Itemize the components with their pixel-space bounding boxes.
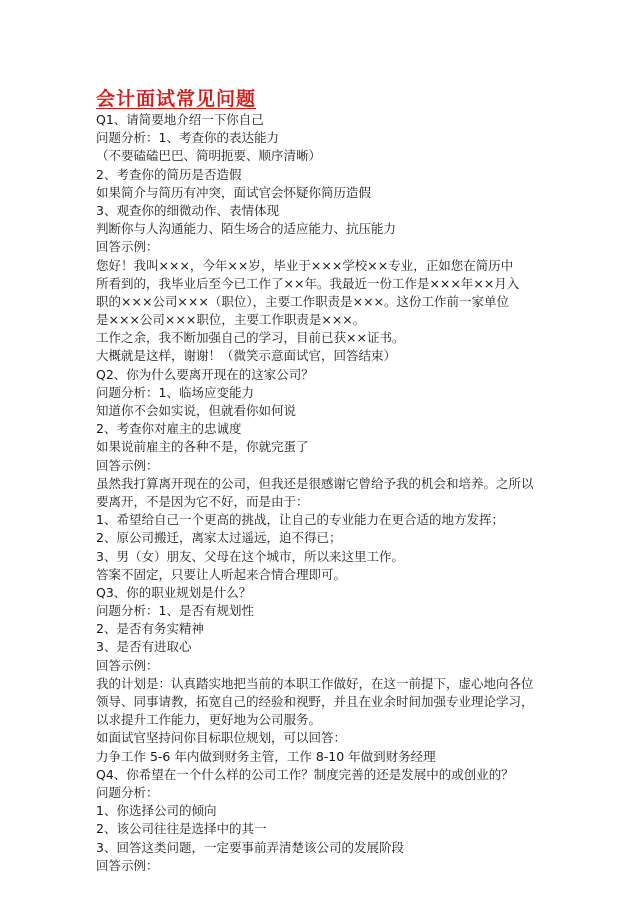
text-line: 所看到的，我毕业后至今已工作了××年。我最近一份工作是×××年××月入	[96, 275, 520, 291]
text-line: 力争工作 5-6 年内做到财务主管，工作 8-10 年做到财务经理	[96, 748, 436, 764]
text-line: 3、男（女）朋友、父母在这个城市，所以来这里工作。	[96, 548, 404, 564]
text-line: Q1、请简要地介绍一下你自己	[96, 112, 264, 127]
text-line: 3、是否有进取心	[96, 639, 192, 655]
text-line: 问题分析：	[96, 784, 159, 800]
document-body	[96, 111, 556, 875]
text-line: Q2、你为什么要离开现在的这家公司？	[96, 366, 314, 382]
text-line: 知道你不会如实说，但就看你如何说	[96, 403, 297, 418]
text-line: 要离开，不是因为它不好，而是由于：	[96, 493, 309, 509]
text-line: Q4、你希望在一个什么样的公司工作？制度完善的还是发展中的或创业的？	[96, 766, 514, 782]
text-line: 3、回答这类问题，一定要事前弄清楚该公司的发展阶段	[96, 839, 404, 855]
text-line: 2、是否有务实精神	[96, 621, 204, 637]
text-line: 以求提升工作能力，更好地为公司服务。	[96, 712, 322, 728]
text-line: 我的计划是：认真踏实地把当前的本职工作做好，在这一前提下，虚心地向各位	[96, 675, 534, 691]
text-line: 回答示例：	[96, 657, 159, 673]
text-line: Q3、你的职业规划是什么？	[96, 584, 252, 600]
text-line: 2、考查你的简历是否造假	[96, 166, 242, 182]
text-line: 问题分析：1、是否有规划性	[96, 603, 254, 619]
text-line: 如果简介与简历有冲突，面试官会怀疑你简历造假	[96, 184, 372, 200]
text-line: 您好！我叫×××，今年××岁，毕业于×××学校××专业，正如您在简历中	[96, 257, 514, 273]
text-line: 是×××公司×××职位，主要工作职责是×××。	[96, 312, 366, 328]
text-line: 如面试官坚持问你目标职位规划，可以回答：	[96, 730, 347, 746]
text-line: 2、该公司往往是选择中的其一	[96, 821, 267, 837]
text-line: 1、你选择公司的倾向	[96, 803, 217, 819]
text-line: 2、原公司搬迁，离家太过遥远，迫不得已；	[96, 530, 342, 546]
text-line: 答案不固定，只要让人听起来合情合理即可。	[96, 566, 347, 582]
text-line: 判断你与人沟通能力、陌生场合的适应能力、抗压能力	[96, 221, 397, 237]
text-line: 问题分析：1、临场应变能力	[96, 384, 254, 400]
text-line: 如果说前雇主的各种不是，你就完蛋了	[96, 439, 309, 455]
text-line: 领导、同事请教，拓宽自己的经验和视野，并且在业余时间加强专业理论学习，	[96, 694, 534, 709]
text-line: 2、考查你对雇主的忠诚度	[96, 421, 242, 437]
text-line: 回答示例：	[96, 857, 159, 873]
text-line: 3、观查你的细微动作、表情体现	[96, 202, 279, 218]
text-line: 工作之余，我不断加强自己的学习，目前已获××证书。	[96, 330, 405, 346]
document-title: 会计面试常见问题	[96, 88, 257, 110]
text-line: 回答示例：	[96, 457, 159, 473]
text-line: 问题分析：1、考查你的表达能力	[96, 130, 279, 146]
text-line: 虽然我打算离开现在的公司，但我还是很感谢它曾给予我的机会和培养。之所以	[96, 475, 534, 491]
text-line: （不要磕磕巴巴、简明扼要、顺序清晰）	[96, 148, 322, 164]
text-line: 职的×××公司×××（职位），主要工作职责是×××。这份工作前一家单位	[96, 293, 510, 309]
text-line: 回答示例：	[96, 239, 159, 255]
text-line: 大概就是这样，谢谢！（微笑示意面试官，回答结束）	[96, 348, 397, 364]
text-line: 1、希望给自己一个更高的挑战，让自己的专业能力在更合适的地方发挥；	[96, 512, 504, 528]
